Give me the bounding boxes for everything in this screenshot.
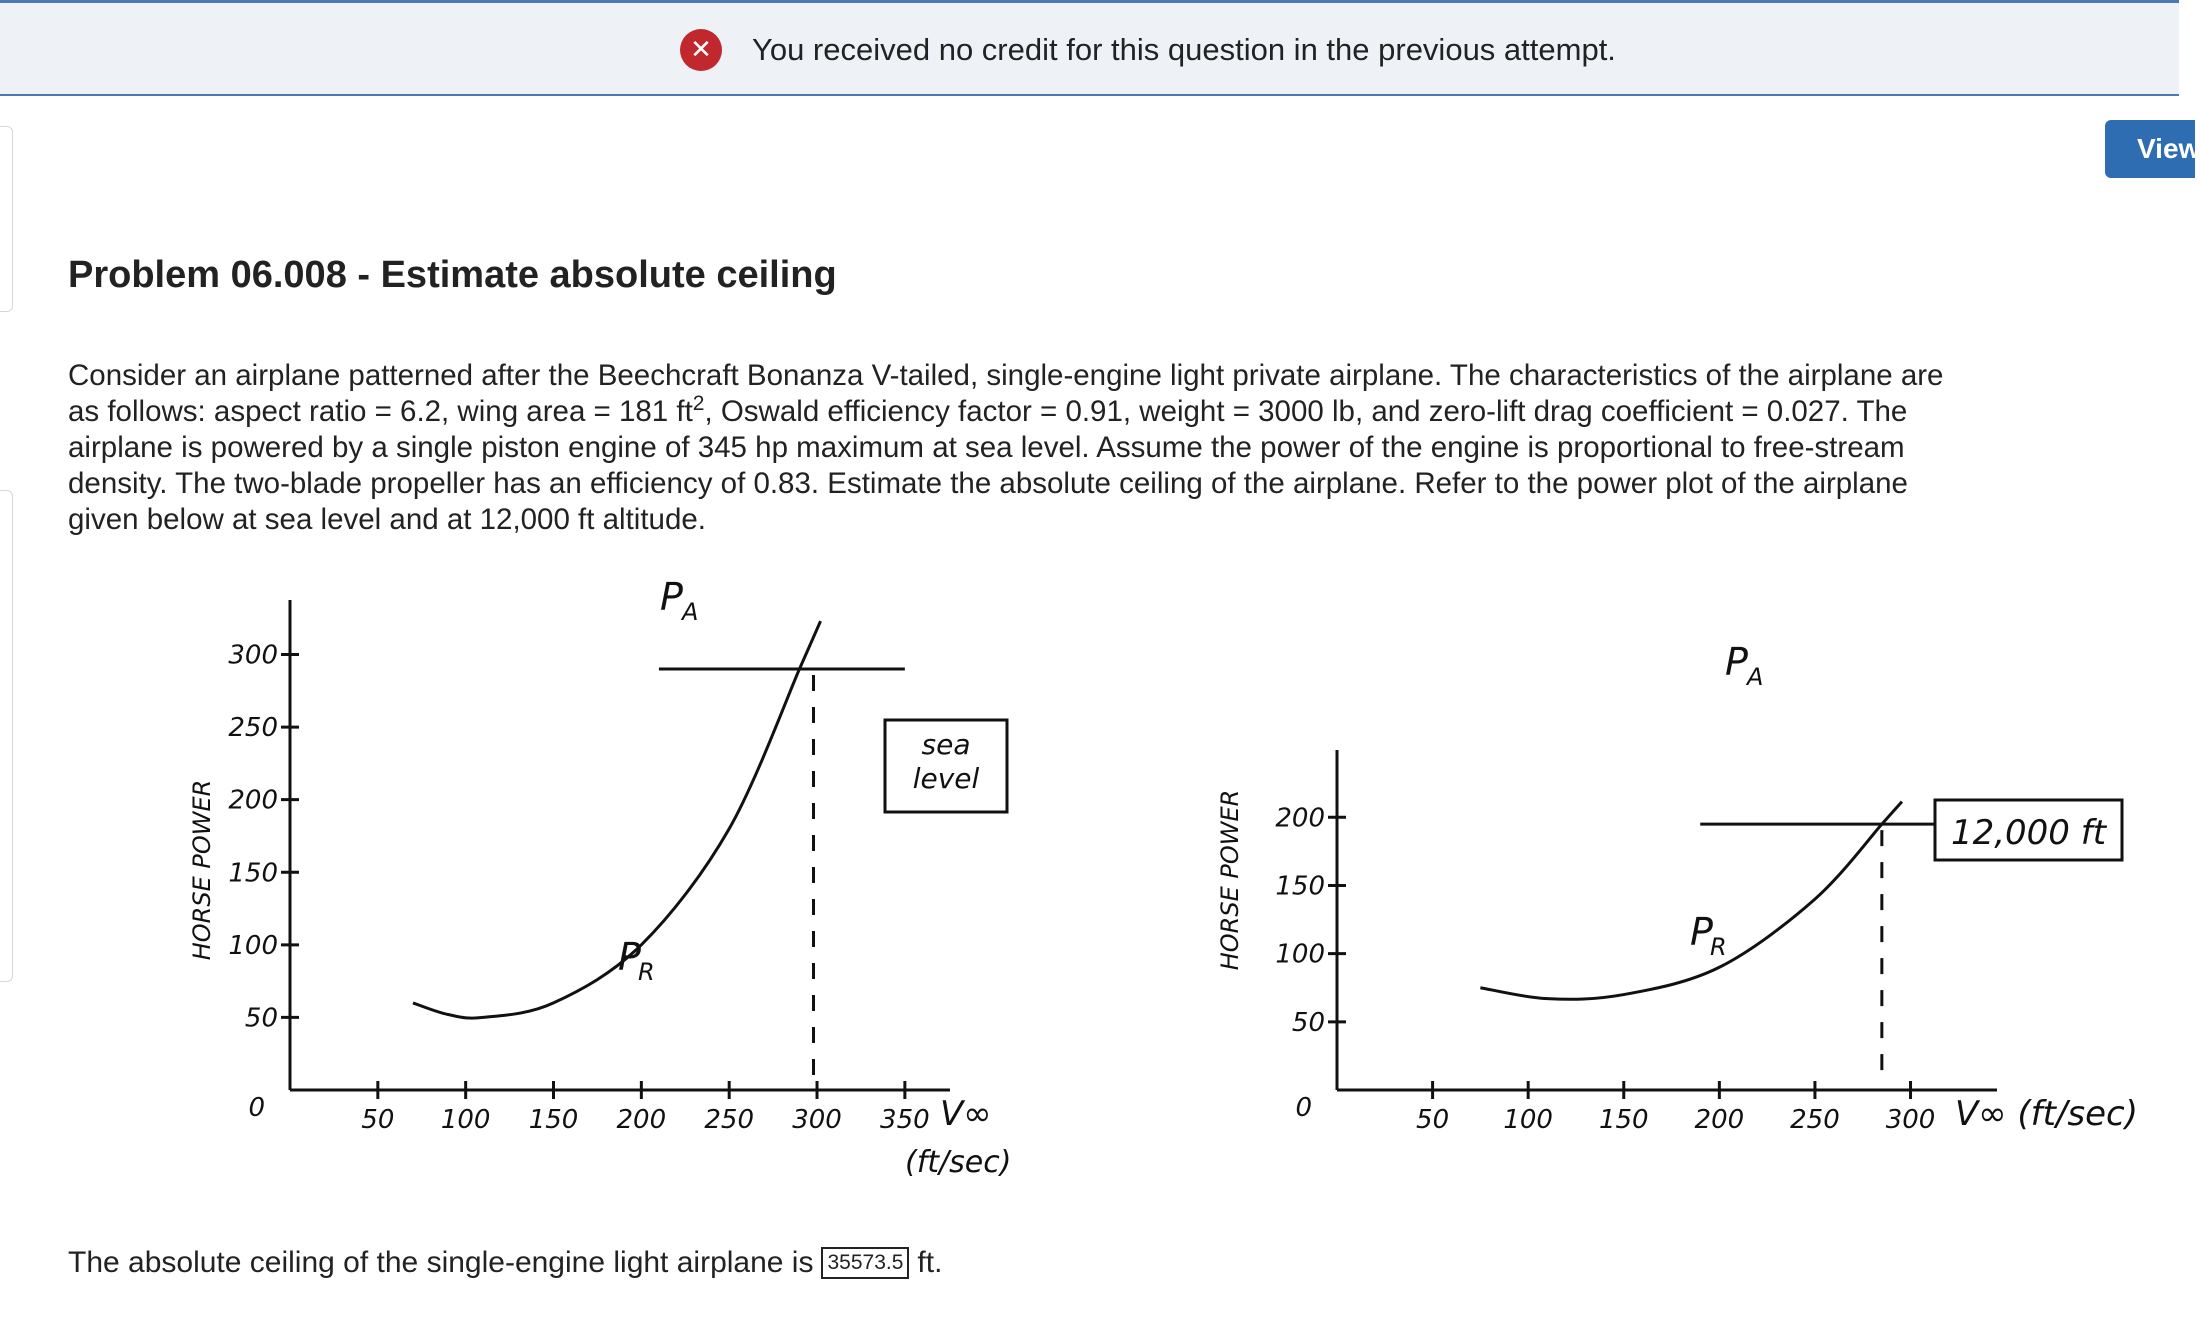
y-tick-label: 200 (1275, 803, 1325, 834)
y-tick-label: 100 (1275, 939, 1325, 970)
feedback-banner (0, 0, 2179, 96)
answer-prefix: The absolute ceiling of the single-engine light airplane is (68, 1246, 814, 1279)
y-tick-label: 50 (244, 1003, 278, 1034)
x-tick-label: 250 (1790, 1105, 1840, 1135)
y-tick-label: 250 (228, 713, 278, 744)
y-axis-label: HORSE POWER (1216, 789, 1244, 971)
y-tick-label: 150 (228, 858, 278, 889)
pr-label-subscript: R (1710, 933, 1727, 961)
problem-title: Problem 06.008 - Estimate absolute ceiling (68, 254, 837, 296)
pa-label: P (660, 575, 683, 619)
y-tick-label: 100 (228, 930, 278, 961)
view-button[interactable]: View (2105, 120, 2195, 178)
problem-text-part-2: , Oswald efficiency factor = 0.91, weight = 3000 lb, and zero-lift drag coefficient = 0.027. The airplane is powered by a single piston engine of 345 hp maximum at sea level. Assume the power of the engine is proportional to free-stream density. The two-blade propeller has an efficiency of 0.83. Estimate the absolute ceiling of the airplane. Refer to the power plot of the airplane given below at sea level and at 12,000 ft altitude. (68, 395, 1908, 536)
pa-label: P (1725, 640, 1748, 684)
x-tick-label: 250 (704, 1105, 755, 1135)
y-axis-label: HORSE POWER (188, 779, 216, 961)
pa-label-subscript: A (682, 598, 699, 626)
pa-label-subscript: A (1747, 663, 1764, 691)
superscript: 2 (692, 392, 705, 416)
banner-message: You received no credit for this question in the previous attempt. (752, 32, 1616, 67)
x-tick-label: 150 (1598, 1105, 1649, 1135)
x-tick-label: 300 (792, 1105, 842, 1135)
pr-label-subscript: R (638, 958, 655, 986)
answer-line (68, 1246, 942, 1280)
x-tick-label: 200 (616, 1105, 667, 1135)
x-tick-label: 300 (1885, 1105, 1936, 1135)
x-tick-label: 200 (1694, 1105, 1745, 1135)
y-tick-label: 50 (1291, 1007, 1325, 1038)
error-x-icon: ✕ (680, 29, 722, 71)
origin-label: 0 (248, 1093, 265, 1123)
x-tick-label: 150 (528, 1105, 579, 1135)
x-axis-label: V∞ (940, 1094, 992, 1134)
power-plot-sea-level (180, 560, 1060, 1200)
altitude-label-line: level (912, 762, 980, 795)
side-panel[interactable] (0, 490, 13, 982)
x-tick-label: 350 (880, 1105, 930, 1135)
x-tick-label: 100 (440, 1105, 491, 1135)
pr-label: P (1690, 910, 1713, 954)
x-tick-label: 50 (1416, 1105, 1450, 1135)
x-tick-label: 50 (361, 1105, 395, 1135)
pr-curve (413, 621, 821, 1018)
y-tick-label: 150 (1275, 871, 1325, 902)
problem-text-part-1: Consider an airplane patterned after the Beechcraft Bonanza V-tailed, single-engine light private airplane. The characteristics of the airplane are as follows: aspect ratio = 6.2, wing area = 181 ft (68, 359, 1944, 428)
altitude-label-line: sea (921, 728, 971, 761)
pr-curve (1480, 802, 1902, 1000)
pr-label: P (618, 935, 641, 979)
answer-input[interactable]: 35573.5 (821, 1247, 909, 1279)
x-axis-label: V∞ (ft/sec) (1955, 1094, 2138, 1134)
problem-text (68, 358, 1948, 538)
banner-content (680, 29, 1616, 71)
x-tick-label: 100 (1503, 1105, 1553, 1135)
origin-label: 0 (1295, 1093, 1312, 1123)
x-axis-unit: (ft/sec) (905, 1145, 1012, 1180)
answer-unit: ft. (917, 1246, 943, 1279)
power-plot-12000ft (1210, 630, 2150, 1190)
y-tick-label: 200 (228, 785, 278, 816)
altitude-label: 12,000 ft (1950, 813, 2107, 853)
y-tick-label: 300 (228, 640, 278, 671)
side-tab[interactable] (0, 126, 13, 312)
